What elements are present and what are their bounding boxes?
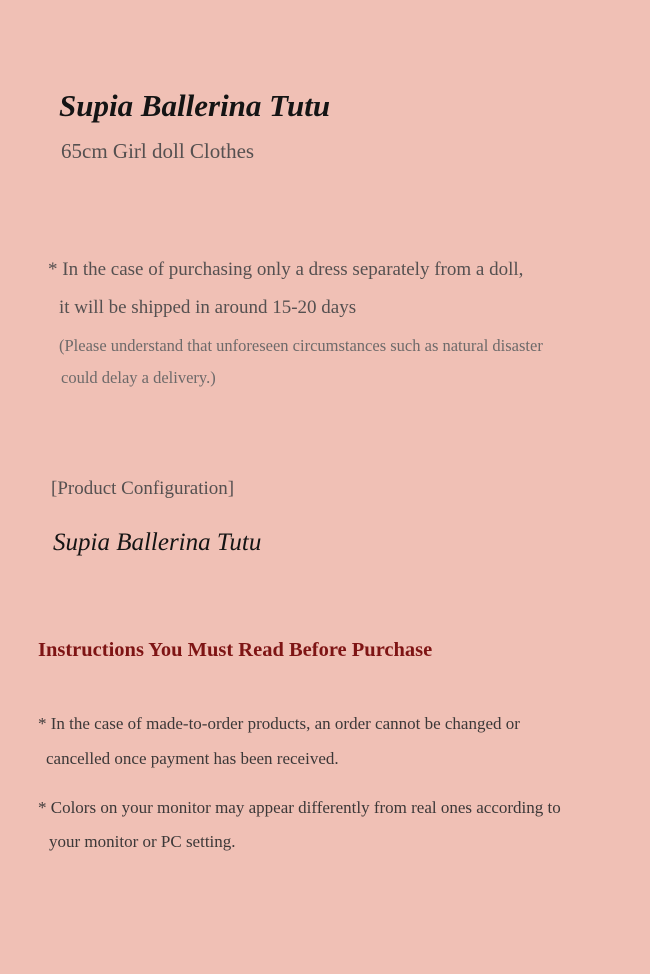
instruction-item-2-line-2: your monitor or PC setting. (49, 832, 236, 851)
instructions-heading: Instructions You Must Read Before Purchase (38, 639, 433, 661)
product-title: Supia Ballerina Tutu (59, 88, 331, 123)
configuration-product-name: Supia Ballerina Tutu (53, 529, 262, 556)
shipping-note-line-2: it will be shipped in around 15-20 days (59, 297, 357, 318)
instruction-item-2-line-1: * Colors on your monitor may appear differently from real ones according to (38, 798, 561, 817)
instruction-item-1-line-2: cancelled once payment has been received. (46, 749, 339, 768)
shipping-disclaimer-line-1: (Please understand that unforeseen circumstances such as natural disaster (59, 336, 543, 355)
shipping-note-line-1: * In the case of purchasing only a dress separately from a doll, (48, 259, 524, 280)
shipping-disclaimer-line-2: could delay a delivery.) (61, 368, 216, 387)
configuration-label: [Product Configuration] (51, 478, 235, 499)
instruction-item-1-line-1: * In the case of made-to-order products, an order cannot be changed or (38, 714, 520, 733)
product-subtitle: 65cm Girl doll Clothes (61, 139, 255, 163)
